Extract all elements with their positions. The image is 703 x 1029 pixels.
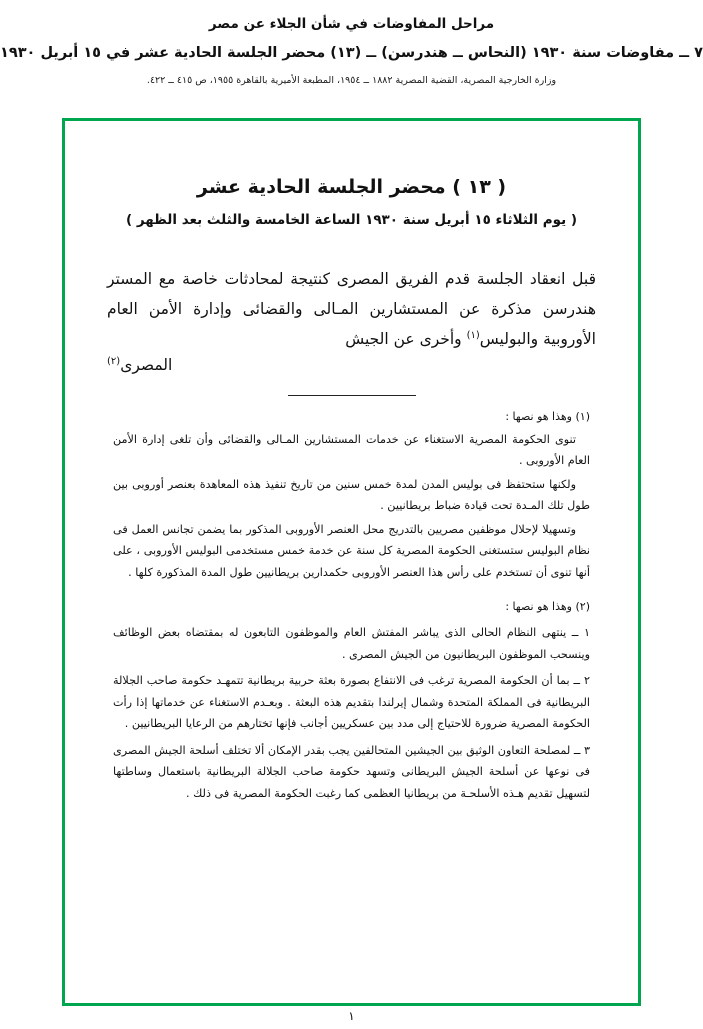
intro-text-tail: المصرى [120, 356, 173, 375]
footnote-2-head: (٢) وهذا هو نصها : [505, 600, 590, 614]
document-subtitle: ( يوم الثلاثاء ١٥ أبريل سنة ١٩٣٠ الساعة الخامسة والثلث بعد الظهر ) [125, 211, 578, 228]
document-frame [62, 118, 641, 1006]
footnote-1-paragraph: ولكنها ستحتفظ فى بوليس المدن لمدة خمس سنين من تاريخ تنفيذ هذه المعاهدة بعنصر أوروبى بين طول تلك المـدة تحت قيادة ضباط بريطانيين . [113, 477, 590, 513]
footnote-1-paragraph: وتسهيلا لإحلال موظفين مصريين بالتدريج محل العنصر الأوروبى المذكور بما يضمن تجانس العمل فى نظام البوليس ستستغنى الحكومة المصرية كل سنة عن خدمة خمس مستخدمى البوليس الأوروبى ، على أنها تنوى أن تستخدم على رأس هذا العنصر الأوروبى حكمدارين بريطانيين طول المدة المذكورة كلها . [113, 522, 590, 579]
document-title: ( ١٣ ) محضر الجلسة الحادية عشر [196, 176, 507, 198]
footnotes [99, 406, 604, 805]
intro-text: قبل انعقاد الجلسة قدم الفريق المصرى كنتيجة لمحادثات خاصة مع المستر هندرسن مذكرة عن المستشارين المـالى والقضائى وإدارة الأمن العام الأوروبية والبوليس [107, 269, 596, 349]
footnote-1-paragraph: تنوى الحكومة المصرية الاستغناء عن خدمات المستشارين المـالى والقضائى وأن تلغى إدارة الأمن العام الأوروبى . [113, 432, 590, 468]
intro-paragraph [99, 264, 604, 381]
header-title: مراحل المفاوضات في شأن الجلاء عن مصر [208, 16, 495, 32]
footnote-ref-2: (٢) [107, 356, 121, 368]
footnote-2-item: ١ ــ ينتهى النظام الحالى الذى يباشر المفتش العام والموظفون التابعون له بمقتضاه بعض الوظائف وينسحب الموظفون البريطانيون من الجيش المصرى . [113, 626, 590, 661]
footnote-1-head: (١) وهذا هو نصها : [505, 409, 590, 423]
footnote-spacer [113, 583, 590, 590]
footnote-ref-1: (١) [466, 330, 480, 342]
document-frame-inner [69, 125, 634, 999]
intro-text-mid: وأخرى عن الجيش [345, 330, 462, 349]
intro-tail-line [107, 350, 596, 380]
footnote-2-item: ٣ ــ لمصلحة التعاون الوثيق بين الجيشين المتحالفين يجب بقدر الإمكان ألا تختلف أسلحة الجيش المصرى فى نوعها عن أسلحة الجيش البريطانى وتسهد حكومة صاحب الجلالة البريطانية باستعمال وساطتها لتسهيل تقديم هـذه الأسلحـة من بريطانيا العظمى كما رغبت الحكومة المصرية فى ذلك . [113, 743, 590, 800]
header-subtitle: ٧ ــ مفاوضات سنة ١٩٣٠ (النحاس ــ هندرسن) ــ (١٣) محضر الجلسة الحادية عشر في ١٥ أبريل ١٩٣٠ [0, 45, 703, 62]
page-header [0, 0, 703, 88]
page-number: ١ [348, 1009, 355, 1023]
header-source: وزارة الخارجية المصرية، القضية المصرية ١٨٨٢ ــ ١٩٥٤، المطبعة الأميرية بالقاهرة ١٩٥٥، ص ٤١٥ ــ ٤٢٢. [146, 75, 557, 86]
footnote-2-item: ٢ ــ بما أن الحكومة المصرية ترغب فى الانتفاع بصورة بعثة حربية بريطانية تتمهـد حكومة صاحب الجلالة البريطانية فى المملكة المتحدة وشمال إيرلندا بتقديم هذه البعثة . وبعـدم الاستغناء عن خدماتها إذا رأت الحكومة المصرية ضرورة للاحتياج إلى مدد بين عسكريين أجانب فإنها تختارهم من الرعايا البريطانيين . [113, 674, 590, 731]
footnote-divider [288, 395, 416, 396]
